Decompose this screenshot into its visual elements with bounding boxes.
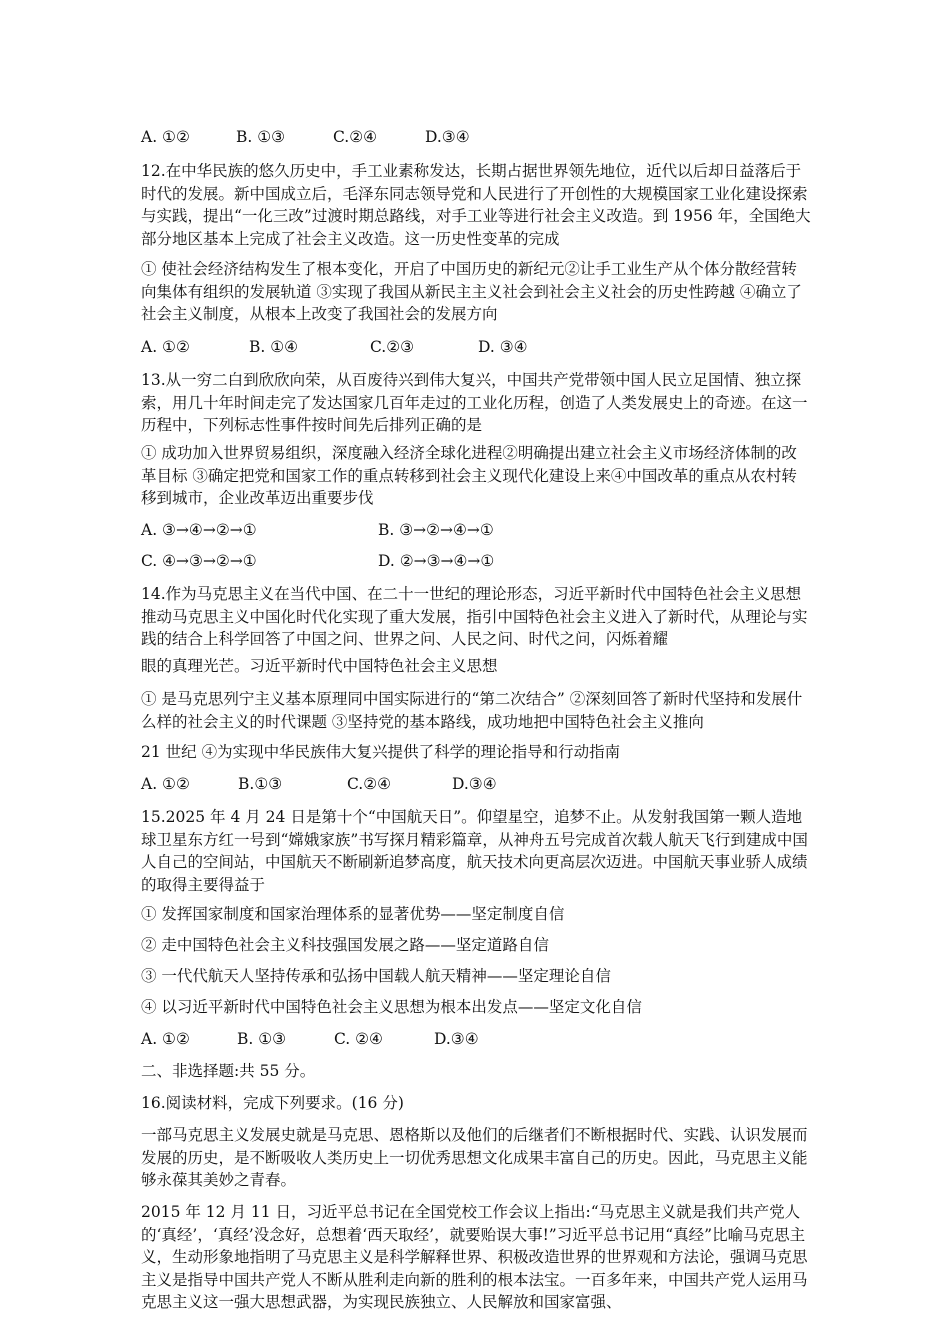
q11-options: [141, 126, 470, 148]
option-b[interactable]: B.①③: [238, 775, 283, 793]
option-a[interactable]: A. ①②: [141, 338, 190, 356]
q12-options: [141, 336, 528, 358]
q13-statements: ① 成功加入世界贸易组织，深度融入经济全球化进程②明确提出建立社会主义市场经济体制的改革目标 ③确定把党和国家工作的重点转移到社会主义现代化建设上来④中国改革的重点从农村转移到城市，企业改革迈出重要步伐: [141, 444, 797, 507]
q15-statement-1: ① 发挥国家制度和国家治理体系的显著优势——坚定制度自信: [141, 905, 565, 923]
option-d[interactable]: D. ③④: [478, 338, 528, 356]
option-a[interactable]: A. ①②: [141, 775, 190, 793]
section-2-heading: 二、非选择题:共 55 分。: [141, 1062, 316, 1080]
option-b[interactable]: B. ①③: [236, 128, 286, 146]
option-c[interactable]: C. ②④: [334, 1030, 383, 1048]
option-b[interactable]: B. ①③: [237, 1030, 287, 1048]
option-d[interactable]: D.③④: [452, 775, 497, 793]
option-d[interactable]: D.③④: [434, 1030, 479, 1048]
q14-options: [141, 773, 497, 795]
option-a[interactable]: A. ①②: [141, 1030, 190, 1048]
q12-stem: 12.在中华民族的悠久历史中，手工业素称发达，长期占据世界领先地位，近代以后却日益落后于时代的发展。新中国成立后，毛泽东同志领导党和人民进行了开创性的大规模国家工业化建设探索与实践，提出“一化三改”过渡时期总路线，对手工业等进行社会主义改造。到 1956 年，全国绝大部分地区基本上完成了社会主义改造。这一历史性变革的完成: [141, 162, 811, 248]
option-b[interactable]: B. ①④: [249, 338, 299, 356]
q13-options-row2: [141, 550, 494, 572]
q13-stem: 13.从一穷二白到欣欣向荣，从百废待兴到伟大复兴，中国共产党带领中国人民立足国情、独立探索，用几十年时间走完了发达国家几百年走过的工业化历程，创造了人类发展史上的奇迹。在这一历程中，下列标志性事件按时间先后排列正确的是: [141, 371, 808, 434]
q15-stem: 15.2025 年 4 月 24 日是第十个“中国航天日”。仰望星空，追梦不止。从发射我国第一颗人造地球卫星东方红一号到“嫦娥家族”书写探月精彩篇章，从神舟五号完成首次载人航天飞行到建成中国人自己的空间站，中国航天不断刷新追梦高度，航天技术向更高层次迈进。中国航天事业骄人成绩的取得主要得益于: [141, 808, 808, 894]
q16-title: 16.阅读材料，完成下列要求。(16 分): [141, 1094, 404, 1112]
option-d[interactable]: D. ②→③→④→①: [378, 552, 495, 570]
option-c[interactable]: C.②③: [370, 338, 415, 356]
q15-statement-2: ② 走中国特色社会主义科技强国发展之路——坚定道路自信: [141, 936, 549, 954]
q14-stem-tail: 眼的真理光芒。习近平新时代中国特色社会主义思想: [141, 657, 498, 675]
q15-statement-4: ④ 以习近平新时代中国特色社会主义思想为根本出发点——坚定文化自信: [141, 998, 642, 1016]
option-d[interactable]: D.③④: [425, 128, 470, 146]
option-c[interactable]: C. ④→③→②→①: [141, 552, 257, 570]
q13-options-row1: [141, 519, 494, 541]
option-b[interactable]: B. ③→②→④→①: [378, 521, 494, 539]
q16-material-paragraph-2: 2015 年 12 月 11 日，习近平总书记在全国党校工作会议上指出:“马克思主义就是我们共产党人的‘真经’，‘真经’没念好，总想着‘西天取经’，就要贻误大事!”习近平总书记用“真经”比喻马克思主义，生动形象地指明了马克思主义是科学解释世界、积极改造世界的世界观和方法论，强调马克思主义是指导中国共产党人不断从胜利走向新的胜利的根本法宝。一百多年来，中国共产党人运用马克思主义这一强大思想武器，为实现民族独立、人民解放和国家富强、: [141, 1203, 808, 1311]
option-c[interactable]: C.②④: [347, 775, 392, 793]
q14-statements-tail: 21 世纪 ④为实现中华民族伟大复兴提供了科学的理论指导和行动指南: [141, 743, 621, 761]
option-c[interactable]: C.②④: [333, 128, 378, 146]
q16-material-paragraph-1: 一部马克思主义发展史就是马克思、恩格斯以及他们的后继者们不断根据时代、实践、认识发展而发展的历史，是不断吸收人类历史上一切优秀思想文化成果丰富自己的历史。因此，马克思主义能够永葆其美妙之青春。: [141, 1126, 808, 1189]
q14-statements: ① 是马克思列宁主义基本原理同中国实际进行的“第二次结合” ②深刻回答了新时代坚持和发展什么样的社会主义的时代课题 ③坚持党的基本路线，成功地把中国特色社会主义推向: [141, 690, 803, 731]
q14-stem: 14.作为马克思主义在当代中国、在二十一世纪的理论形态，习近平新时代中国特色社会主义思想推动马克思主义中国化时代化实现了重大发展，指引中国特色社会主义进入了新时代，从理论与实践的结合上科学回答了中国之问、世界之问、人民之问、时代之问，闪烁着耀: [141, 585, 808, 648]
option-a[interactable]: A. ①②: [141, 128, 190, 146]
q15-options: [141, 1028, 479, 1050]
option-a[interactable]: A. ③→④→②→①: [141, 521, 257, 539]
q15-statement-3: ③ 一代代航天人坚持传承和弘扬中国载人航天精神——坚定理论自信: [141, 967, 611, 985]
q12-statements: ① 使社会经济结构发生了根本变化，开启了中国历史的新纪元②让手工业生产从个体分散经营转向集体有组织的发展轨道 ③实现了我国从新民主主义社会到社会主义社会的历史性跨越 ④确立了社会主义制度，从根本上改变了我国社会的发展方向: [141, 260, 802, 323]
